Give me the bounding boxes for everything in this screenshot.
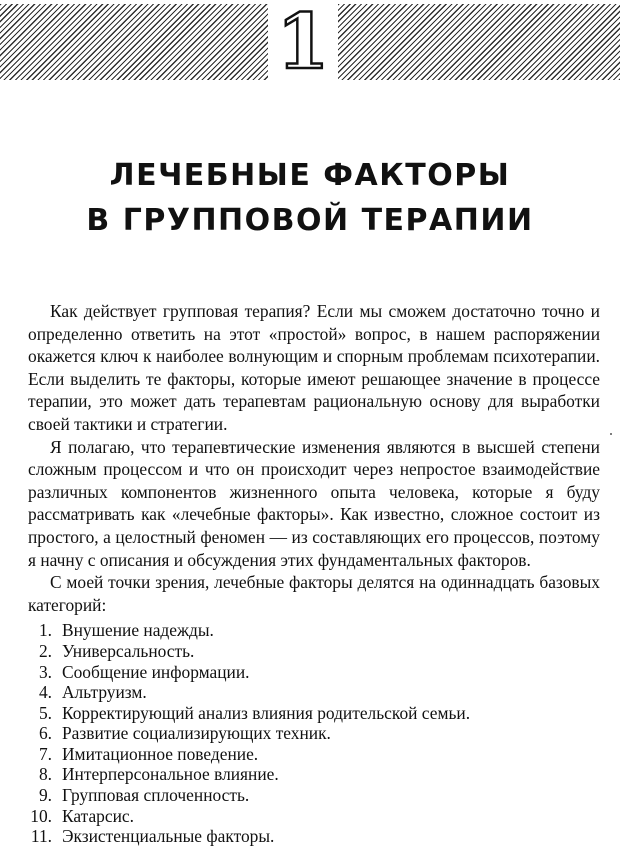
chapter-number: 1	[276, 0, 330, 86]
list-item-number: 1.	[38, 620, 52, 641]
list-item-number: 7.	[38, 743, 52, 764]
list-item-text: Альтруизм.	[62, 682, 147, 703]
hatched-ornament-left	[0, 4, 268, 80]
list-item-text: Универсальность.	[62, 640, 195, 661]
list-item-text: Катарсис.	[62, 805, 134, 826]
list-item-text: Развитие социализирующих техник.	[62, 723, 331, 744]
hatched-ornament-right	[338, 4, 620, 80]
list-item-text: Имитационное поведение.	[62, 743, 259, 764]
list-item-number: 9.	[38, 785, 52, 806]
list-item-number: 2.	[38, 640, 52, 661]
list-item	[28, 620, 600, 641]
list-item-number: 11.	[30, 826, 52, 847]
list-item	[28, 703, 600, 724]
list-item	[28, 723, 600, 744]
list-item	[28, 806, 600, 827]
list-item-text: Экзистенциальные факторы.	[62, 826, 275, 847]
list-item-number: 8.	[38, 764, 52, 785]
list-item	[28, 682, 600, 703]
list-item	[28, 764, 600, 785]
list-item-text: Интерперсональное влияние.	[62, 764, 279, 785]
paragraph: С моей точки зрения, лечебные факторы делятся на одиннадцать базовых категорий:	[28, 572, 600, 615]
chapter-title-line-1: ЛЕЧЕБНЫЕ ФАКТОРЫ	[109, 158, 511, 193]
list-item	[28, 662, 600, 683]
chapter-title	[0, 153, 620, 243]
chapter-title-line-2: В ГРУППОВОЙ ТЕРАПИИ	[86, 203, 534, 238]
list-item-text: Сообщение информации.	[62, 661, 250, 682]
paragraph: Я полагаю, что терапевтические изменения являются в высшей степени сложным процессом и что он происходит через непростое взаимодействие различных компонентов жизненного опыта человека, которые я буду рассматривать как «лечебные факторы». Как известно, сложное состоит из простого, а целостный феномен — из составляющих его процессов, поэтому я начну с описания и обсуждения этих фундаментальных факторов.	[28, 436, 600, 570]
list-item	[28, 641, 600, 662]
chapter-header-band	[0, 0, 620, 84]
list-item-number: 6.	[38, 723, 52, 744]
list-item-text: Внушение надежды.	[62, 620, 214, 641]
margin-speck	[610, 433, 612, 435]
factor-list	[28, 620, 600, 847]
list-item	[28, 826, 600, 847]
list-item-number: 5.	[38, 702, 52, 723]
list-item	[28, 785, 600, 806]
list-item-number: 3.	[38, 661, 52, 682]
list-item	[28, 744, 600, 765]
chapter-body	[28, 300, 600, 847]
list-item-number: 10.	[30, 805, 52, 826]
list-item-number: 4.	[38, 682, 52, 703]
list-item-text: Групповая сплоченность.	[62, 785, 250, 806]
paragraph: Как действует групповая терапия? Если мы сможем достаточно точно и определенно ответить на этот «простой» вопрос, в нашем распоряжении окажется ключ к наиболее волнующим и спорным проблемам психотерапии. Если выделить те факторы, которые имеют решающее значение в процессе терапии, это может дать терапевтам рациональную основу для выработки своей тактики и стратегии.	[28, 301, 600, 434]
list-item-text: Корректирующий анализ влияния родительской семьи.	[62, 702, 471, 723]
